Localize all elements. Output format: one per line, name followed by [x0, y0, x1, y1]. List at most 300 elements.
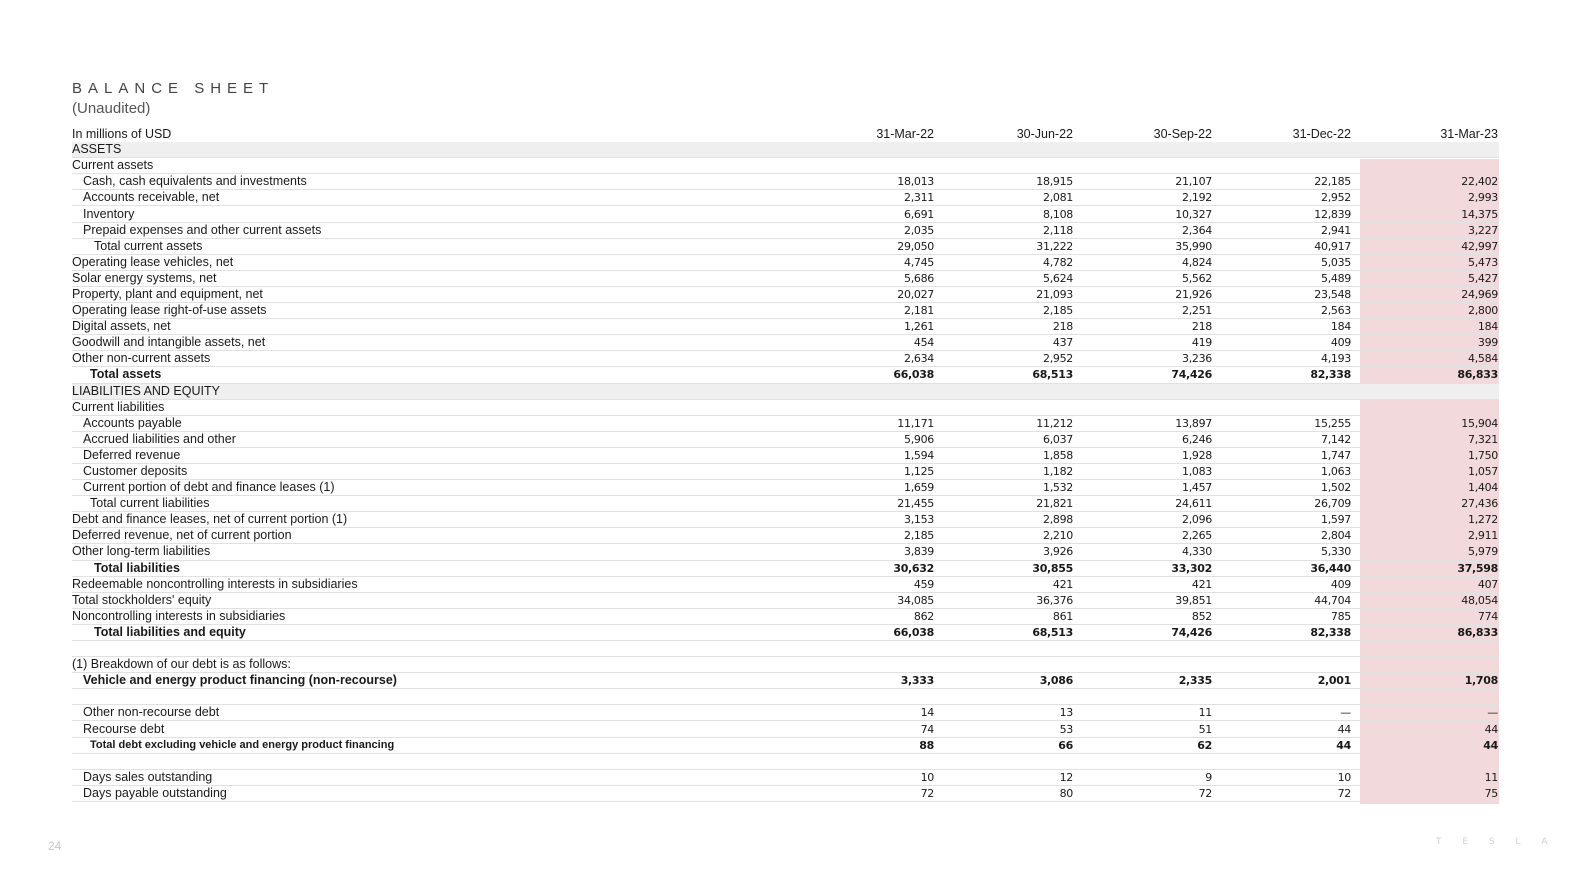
- row-value: 66,038: [800, 367, 935, 383]
- page-subtitle: (Unaudited): [72, 100, 151, 117]
- row-value: 2,993: [1352, 190, 1499, 206]
- row-value: [1213, 158, 1352, 174]
- row-value: 88: [800, 737, 935, 753]
- row-value: 35,990: [1074, 238, 1213, 254]
- row-value: 33,302: [1074, 560, 1213, 576]
- row-value: 6,246: [1074, 431, 1213, 447]
- row-value: 2,001: [1213, 673, 1352, 689]
- table-row: [72, 544, 1499, 560]
- row-label: Total assets: [72, 367, 800, 383]
- row-value: 5,035: [1213, 254, 1352, 270]
- row-value: [1074, 399, 1213, 415]
- table-row: [72, 431, 1499, 447]
- row-label: Days payable outstanding: [72, 785, 800, 801]
- table-row: [72, 785, 1499, 801]
- row-value: 5,906: [800, 431, 935, 447]
- row-value: 21,821: [935, 496, 1074, 512]
- row-value: 22,185: [1213, 174, 1352, 190]
- row-label: Inventory: [72, 206, 800, 222]
- row-value: 10: [800, 769, 935, 785]
- row-label: [72, 641, 800, 657]
- row-value: 2,364: [1074, 222, 1213, 238]
- row-value: [1213, 142, 1352, 158]
- row-value: [1074, 383, 1213, 399]
- row-value: [1074, 641, 1213, 657]
- row-value: 80: [935, 785, 1074, 801]
- row-value: [1352, 383, 1499, 399]
- row-value: 862: [800, 608, 935, 624]
- table-row: [72, 351, 1499, 367]
- row-value: 15,255: [1213, 415, 1352, 431]
- table-header-row: [72, 127, 1499, 142]
- column-header: 30-Sep-22: [1153, 127, 1212, 142]
- table-row: [72, 673, 1499, 689]
- row-value: [935, 158, 1074, 174]
- row-label: Redeemable noncontrolling interests in subsidiaries: [72, 576, 800, 592]
- row-label: Other non-recourse debt: [72, 705, 800, 721]
- row-value: [935, 142, 1074, 158]
- row-value: [1352, 142, 1499, 158]
- section-row: [72, 142, 1499, 158]
- row-value: 1,532: [935, 480, 1074, 496]
- row-label: Noncontrolling interests in subsidiaries: [72, 608, 800, 624]
- row-value: [800, 657, 935, 673]
- row-value: [1074, 142, 1213, 158]
- row-label: Vehicle and energy product financing (non-recourse): [72, 673, 800, 689]
- table-row: [72, 174, 1499, 190]
- row-value: 10: [1213, 769, 1352, 785]
- row-label: Digital assets, net: [72, 319, 800, 335]
- row-value: 4,824: [1074, 254, 1213, 270]
- row-label: ASSETS: [72, 142, 800, 158]
- row-value: 2,265: [1074, 528, 1213, 544]
- row-label: Operating lease vehicles, net: [72, 254, 800, 270]
- row-value: 5,489: [1213, 270, 1352, 286]
- row-value: 861: [935, 608, 1074, 624]
- row-value: 4,330: [1074, 544, 1213, 560]
- row-label: Total liabilities and equity: [72, 624, 800, 640]
- row-value: [800, 641, 935, 657]
- table-row: [72, 447, 1499, 463]
- table-row: [72, 158, 1499, 174]
- row-value: 44: [1213, 721, 1352, 737]
- row-label: Deferred revenue: [72, 447, 800, 463]
- row-value: [1352, 641, 1499, 657]
- row-value: [800, 399, 935, 415]
- row-value: [800, 753, 935, 769]
- table-row: [72, 206, 1499, 222]
- row-value: 2,634: [800, 351, 935, 367]
- row-value: 1,708: [1352, 673, 1499, 689]
- row-value: [1213, 383, 1352, 399]
- row-value: —: [1213, 705, 1352, 721]
- row-value: 2,035: [800, 222, 935, 238]
- row-value: 2,192: [1074, 190, 1213, 206]
- row-value: 8,108: [935, 206, 1074, 222]
- row-value: 1,125: [800, 463, 935, 479]
- row-label: Current portion of debt and finance leases (1): [72, 480, 800, 496]
- table-row: [72, 576, 1499, 592]
- row-value: 30,855: [935, 560, 1074, 576]
- row-value: [1352, 399, 1499, 415]
- row-value: [1213, 399, 1352, 415]
- row-value: 3,236: [1074, 351, 1213, 367]
- row-label: Prepaid expenses and other current assets: [72, 222, 800, 238]
- row-value: 12: [935, 769, 1074, 785]
- row-value: 5,686: [800, 270, 935, 286]
- row-label: Accounts receivable, net: [72, 190, 800, 206]
- row-label: Current liabilities: [72, 399, 800, 415]
- row-value: [800, 158, 935, 174]
- row-value: 5,624: [935, 270, 1074, 286]
- row-value: 6,691: [800, 206, 935, 222]
- spacer-row: [72, 689, 1499, 705]
- row-value: 1,457: [1074, 480, 1213, 496]
- row-value: 86,833: [1352, 367, 1499, 383]
- row-label: Cash, cash equivalents and investments: [72, 174, 800, 190]
- row-value: [1352, 158, 1499, 174]
- row-value: 2,563: [1213, 303, 1352, 319]
- row-value: 1,502: [1213, 480, 1352, 496]
- row-value: 1,272: [1352, 512, 1499, 528]
- row-value: 2,335: [1074, 673, 1213, 689]
- row-value: 3,839: [800, 544, 935, 560]
- table-row: [72, 592, 1499, 608]
- row-value: 2,185: [935, 303, 1074, 319]
- row-value: [1352, 689, 1499, 705]
- row-value: 62: [1074, 737, 1213, 753]
- row-value: 21,926: [1074, 286, 1213, 302]
- column-header: 30-Jun-22: [1016, 127, 1073, 142]
- row-value: 2,941: [1213, 222, 1352, 238]
- row-value: 13,897: [1074, 415, 1213, 431]
- row-value: 48,054: [1352, 592, 1499, 608]
- row-value: 3,926: [935, 544, 1074, 560]
- row-value: 218: [1074, 319, 1213, 335]
- row-value: 1,404: [1352, 480, 1499, 496]
- row-value: 66,038: [800, 624, 935, 640]
- units-label: In millions of USD: [72, 127, 172, 142]
- row-value: 4,782: [935, 254, 1074, 270]
- row-value: 86,833: [1352, 624, 1499, 640]
- section-row: [72, 383, 1499, 399]
- row-value: 11: [1074, 705, 1213, 721]
- row-value: 5,562: [1074, 270, 1213, 286]
- row-value: 72: [800, 785, 935, 801]
- row-value: 20,027: [800, 286, 935, 302]
- row-value: 2,952: [1213, 190, 1352, 206]
- row-value: 1,083: [1074, 463, 1213, 479]
- row-value: 51: [1074, 721, 1213, 737]
- row-value: 21,455: [800, 496, 935, 512]
- row-value: [800, 383, 935, 399]
- row-value: 24,611: [1074, 496, 1213, 512]
- row-label: Total stockholders' equity: [72, 592, 800, 608]
- row-value: 1,594: [800, 447, 935, 463]
- row-value: 419: [1074, 335, 1213, 351]
- row-value: 2,804: [1213, 528, 1352, 544]
- row-value: 421: [935, 576, 1074, 592]
- row-label: Accrued liabilities and other: [72, 431, 800, 447]
- row-value: [935, 689, 1074, 705]
- table-row: [72, 222, 1499, 238]
- row-value: 7,321: [1352, 431, 1499, 447]
- row-value: 1,261: [800, 319, 935, 335]
- row-label: Recourse debt: [72, 721, 800, 737]
- row-label: Days sales outstanding: [72, 769, 800, 785]
- row-value: 31,222: [935, 238, 1074, 254]
- row-value: 68,513: [935, 367, 1074, 383]
- row-value: 74,426: [1074, 367, 1213, 383]
- row-value: 44,704: [1213, 592, 1352, 608]
- row-value: [1074, 753, 1213, 769]
- row-value: [1074, 158, 1213, 174]
- row-value: 774: [1352, 608, 1499, 624]
- row-value: [935, 383, 1074, 399]
- row-value: 3,153: [800, 512, 935, 528]
- column-header: 31-Mar-23: [1440, 127, 1498, 142]
- table-row: [72, 608, 1499, 624]
- row-value: 11: [1352, 769, 1499, 785]
- table-row: [72, 496, 1499, 512]
- column-header: 31-Dec-22: [1292, 127, 1351, 142]
- row-value: 399: [1352, 335, 1499, 351]
- row-value: 1,858: [935, 447, 1074, 463]
- row-value: 4,745: [800, 254, 935, 270]
- row-value: 1,597: [1213, 512, 1352, 528]
- row-value: 72: [1213, 785, 1352, 801]
- spacer-row: [72, 753, 1499, 769]
- row-value: 407: [1352, 576, 1499, 592]
- row-value: [1213, 753, 1352, 769]
- row-label: LIABILITIES AND EQUITY: [72, 383, 800, 399]
- row-label: Current assets: [72, 158, 800, 174]
- row-value: 30,632: [800, 560, 935, 576]
- row-label: Deferred revenue, net of current portion: [72, 528, 800, 544]
- row-value: [1074, 689, 1213, 705]
- row-value: 2,911: [1352, 528, 1499, 544]
- spacer-row: [72, 641, 1499, 657]
- table-row: [72, 335, 1499, 351]
- row-value: 9: [1074, 769, 1213, 785]
- row-label: [72, 689, 800, 705]
- row-label: Property, plant and equipment, net: [72, 286, 800, 302]
- table-row: [72, 254, 1499, 270]
- row-value: 13: [935, 705, 1074, 721]
- row-value: 53: [935, 721, 1074, 737]
- row-value: 2,800: [1352, 303, 1499, 319]
- table-row: [72, 512, 1499, 528]
- row-label: [72, 753, 800, 769]
- row-value: 3,086: [935, 673, 1074, 689]
- row-label: Total current liabilities: [72, 496, 800, 512]
- row-value: 44: [1352, 721, 1499, 737]
- row-value: 2,251: [1074, 303, 1213, 319]
- row-value: 184: [1352, 319, 1499, 335]
- row-value: 22,402: [1352, 174, 1499, 190]
- row-label: Operating lease right-of-use assets: [72, 303, 800, 319]
- row-value: 3,227: [1352, 222, 1499, 238]
- row-value: 12,839: [1213, 206, 1352, 222]
- row-value: [800, 689, 935, 705]
- row-value: 72: [1074, 785, 1213, 801]
- row-value: 454: [800, 335, 935, 351]
- table-row: [72, 528, 1499, 544]
- row-value: 1,063: [1213, 463, 1352, 479]
- row-value: 409: [1213, 576, 1352, 592]
- row-value: 5,979: [1352, 544, 1499, 560]
- row-value: [935, 657, 1074, 673]
- row-value: 4,584: [1352, 351, 1499, 367]
- row-value: 27,436: [1352, 496, 1499, 512]
- table-row: [72, 480, 1499, 496]
- row-label: Accounts payable: [72, 415, 800, 431]
- row-value: 26,709: [1213, 496, 1352, 512]
- row-value: 218: [935, 319, 1074, 335]
- row-value: 3,333: [800, 673, 935, 689]
- table-row: [72, 190, 1499, 206]
- table-row: [72, 303, 1499, 319]
- row-value: [1074, 657, 1213, 673]
- row-value: 5,473: [1352, 254, 1499, 270]
- table-row: [72, 399, 1499, 415]
- row-value: 1,747: [1213, 447, 1352, 463]
- row-value: 437: [935, 335, 1074, 351]
- row-value: 2,181: [800, 303, 935, 319]
- table-body: [72, 142, 1499, 801]
- row-value: 409: [1213, 335, 1352, 351]
- row-value: 40,917: [1213, 238, 1352, 254]
- row-value: 2,952: [935, 351, 1074, 367]
- row-value: 5,427: [1352, 270, 1499, 286]
- row-value: 2,898: [935, 512, 1074, 528]
- row-value: 18,915: [935, 174, 1074, 190]
- row-value: 459: [800, 576, 935, 592]
- row-value: 21,093: [935, 286, 1074, 302]
- row-value: 36,376: [935, 592, 1074, 608]
- row-value: [1213, 641, 1352, 657]
- row-value: 44: [1213, 737, 1352, 753]
- row-value: 2,081: [935, 190, 1074, 206]
- table-row: [72, 737, 1499, 753]
- table-row: [72, 721, 1499, 737]
- row-value: 15,904: [1352, 415, 1499, 431]
- row-value: 11,171: [800, 415, 935, 431]
- row-value: 44: [1352, 737, 1499, 753]
- table-row: [72, 463, 1499, 479]
- row-value: 14: [800, 705, 935, 721]
- row-value: [800, 142, 935, 158]
- row-label: Customer deposits: [72, 463, 800, 479]
- row-value: 184: [1213, 319, 1352, 335]
- row-value: 2,096: [1074, 512, 1213, 528]
- row-value: 39,851: [1074, 592, 1213, 608]
- row-value: 74,426: [1074, 624, 1213, 640]
- row-value: 66: [935, 737, 1074, 753]
- row-value: [1213, 657, 1352, 673]
- row-value: 29,050: [800, 238, 935, 254]
- table-row: [72, 769, 1499, 785]
- row-value: 1,750: [1352, 447, 1499, 463]
- row-value: [935, 641, 1074, 657]
- balance-sheet-table: [72, 127, 1499, 802]
- page-title: BALANCE SHEET: [72, 80, 275, 97]
- row-label: Other long-term liabilities: [72, 544, 800, 560]
- table-row: [72, 705, 1499, 721]
- row-value: [935, 753, 1074, 769]
- row-value: [1352, 657, 1499, 673]
- row-value: 82,338: [1213, 624, 1352, 640]
- row-value: 5,330: [1213, 544, 1352, 560]
- row-label: Total current assets: [72, 238, 800, 254]
- row-value: 74: [800, 721, 935, 737]
- row-value: 21,107: [1074, 174, 1213, 190]
- row-value: 36,440: [1213, 560, 1352, 576]
- row-value: 37,598: [1352, 560, 1499, 576]
- row-value: 2,311: [800, 190, 935, 206]
- row-value: 42,997: [1352, 238, 1499, 254]
- row-label: Solar energy systems, net: [72, 270, 800, 286]
- row-value: 1,928: [1074, 447, 1213, 463]
- table-row: [72, 624, 1499, 640]
- row-value: 421: [1074, 576, 1213, 592]
- row-value: 1,057: [1352, 463, 1499, 479]
- row-value: 2,118: [935, 222, 1074, 238]
- row-value: —: [1352, 705, 1499, 721]
- row-value: 2,185: [800, 528, 935, 544]
- row-value: 18,013: [800, 174, 935, 190]
- row-value: 11,212: [935, 415, 1074, 431]
- row-value: 6,037: [935, 431, 1074, 447]
- row-value: 24,969: [1352, 286, 1499, 302]
- row-label: (1) Breakdown of our debt is as follows:: [72, 657, 800, 673]
- row-value: 1,182: [935, 463, 1074, 479]
- row-value: 2,210: [935, 528, 1074, 544]
- row-value: 82,338: [1213, 367, 1352, 383]
- table-row: [72, 319, 1499, 335]
- row-value: [1213, 689, 1352, 705]
- row-value: 4,193: [1213, 351, 1352, 367]
- row-value: 14,375: [1352, 206, 1499, 222]
- table-row: [72, 286, 1499, 302]
- table-row: [72, 560, 1499, 576]
- row-value: 34,085: [800, 592, 935, 608]
- row-label: Total liabilities: [72, 560, 800, 576]
- row-value: 68,513: [935, 624, 1074, 640]
- row-value: 785: [1213, 608, 1352, 624]
- table-row: [72, 415, 1499, 431]
- table-row: [72, 367, 1499, 383]
- row-value: 852: [1074, 608, 1213, 624]
- row-value: [1352, 753, 1499, 769]
- row-value: 7,142: [1213, 431, 1352, 447]
- row-value: 1,659: [800, 480, 935, 496]
- column-header: 31-Mar-22: [876, 127, 934, 142]
- row-label: Goodwill and intangible assets, net: [72, 335, 800, 351]
- table-row: [72, 270, 1499, 286]
- brand-logo: T E S L A: [1436, 837, 1557, 847]
- row-label: Total debt excluding vehicle and energy product financing: [72, 737, 800, 753]
- table-row: [72, 238, 1499, 254]
- row-label: Debt and finance leases, net of current portion (1): [72, 512, 800, 528]
- row-label: Other non-current assets: [72, 351, 800, 367]
- row-value: [935, 399, 1074, 415]
- row-value: 23,548: [1213, 286, 1352, 302]
- table-row: [72, 657, 1499, 673]
- page-number: 24: [48, 839, 62, 853]
- row-value: 75: [1352, 785, 1499, 801]
- row-value: 10,327: [1074, 206, 1213, 222]
